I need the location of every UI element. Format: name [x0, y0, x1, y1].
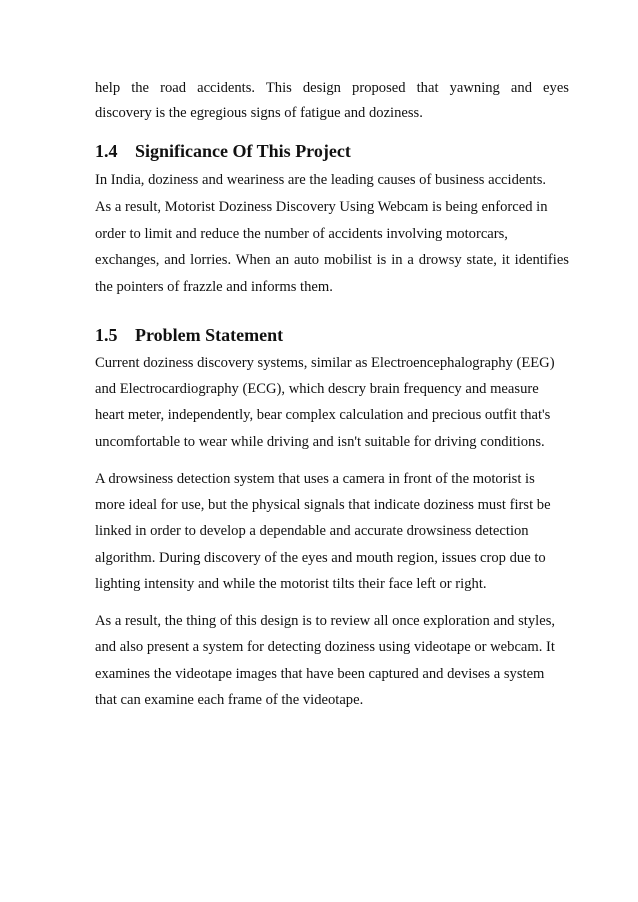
prob-p1-line-1: Current doziness discovery systems, similar as Electroencephalography (EEG)	[95, 355, 555, 371]
prob-p3-line-4: that can examine each frame of the videotape.	[95, 692, 364, 708]
sig-line-3: order to limit and reduce the number of accidents involving motorcars,	[95, 226, 508, 242]
prob-p3-line-3: examines the videotape images that have been captured and devises a system	[95, 666, 545, 682]
section-heading-1-4	[95, 140, 351, 162]
sig-line-4: exchanges, and lorries. When an auto mobilist is in a drowsy state, it identifies	[95, 252, 569, 268]
section-title: Problem Statement	[135, 325, 284, 345]
section-heading-1-5	[95, 324, 283, 346]
section-title: Significance Of This Project	[135, 141, 351, 161]
sig-line-1: In India, doziness and weariness are the leading causes of business accidents.	[95, 172, 547, 188]
sig-line-2: As a result, Motorist Doziness Discovery Using Webcam is being enforced in	[95, 199, 548, 215]
prob-p2-line-3: linked in order to develop a dependable and accurate drowsiness detection	[95, 523, 529, 539]
prob-p2-line-5: lighting intensity and while the motorist tilts their face left or right.	[95, 576, 487, 592]
prob-p1-line-2: and Electrocardiography (ECG), which descry brain frequency and measure	[95, 381, 539, 397]
section-number: 1.5	[95, 325, 118, 345]
prob-p2-line-1: A drowsiness detection system that uses a camera in front of the motorist is	[95, 471, 535, 487]
prob-p3-line-1: As a result, the thing of this design is to review all once exploration and styles,	[95, 613, 556, 629]
intro-line-1: help the road accidents. This design proposed that yawning and eyes	[95, 80, 569, 96]
prob-p1-line-4: uncomfortable to wear while driving and isn't suitable for driving conditions.	[95, 434, 545, 450]
prob-p2-line-2: more ideal for use, but the physical signals that indicate doziness must first be	[95, 497, 551, 513]
prob-p1-line-3: heart meter, independently, bear complex calculation and precious outfit that's	[95, 407, 551, 423]
prob-p3-line-2: and also present a system for detecting doziness using videotape or webcam. It	[95, 639, 555, 655]
prob-p2-line-4: algorithm. During discovery of the eyes and mouth region, issues crop due to	[95, 550, 546, 566]
section-number: 1.4	[95, 141, 118, 161]
intro-line-2: discovery is the egregious signs of fatigue and doziness.	[95, 105, 423, 121]
sig-line-5: the pointers of frazzle and informs them.	[95, 279, 333, 295]
